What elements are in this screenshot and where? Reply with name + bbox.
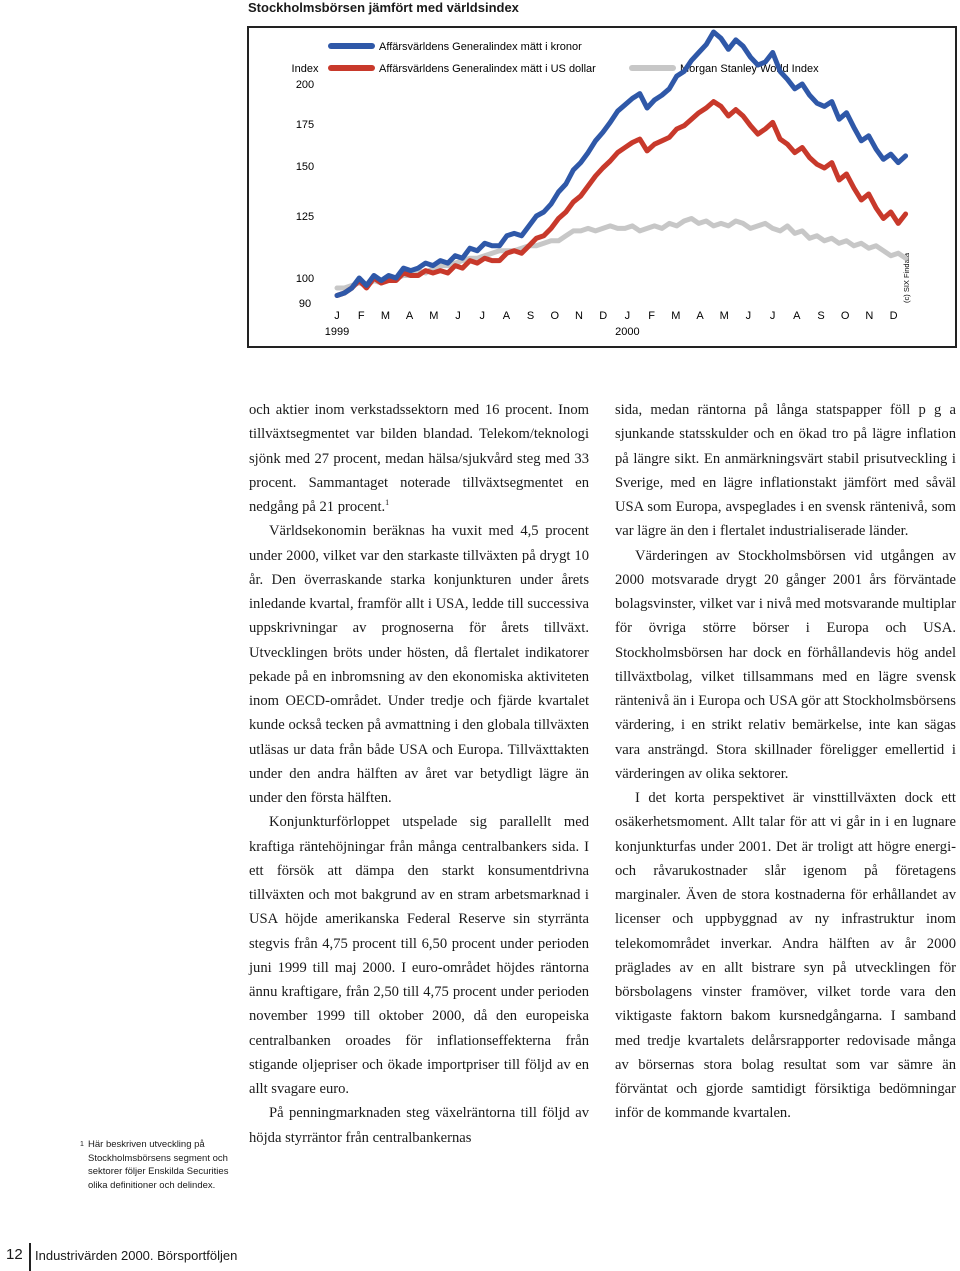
x-tick-label: D [599, 310, 608, 322]
paragraph: Världsekonomin beräknas ha vuxit med 4,5 procent under 2000, vilket var den starkaste tillväxten på drygt 10 år. Den överraskande starka konjunkturen under årets inledande kvartal, framför allt i USA, ledde till successiva uppskrivningar av prognoserna för årets tillväxt. Utvecklingen bröts under hösten, då flertalet indikatorer pekade på en inbromsning av den ekonomiska aktiviteten inom OECD-området. Under tredje och fjärde kvartalet kunde också tecken på avmattning i den globala tillväxten utläsas ur data från både USA och Europa. Tillväxttakten under den andra hälften av året var betydligt lägre än under den första hälften. [249, 523, 589, 806]
y-tick-label: 100 [295, 273, 315, 285]
index-line-chart [247, 26, 957, 348]
chart-title: Stockholmsbörsen jämfört med världsindex [248, 0, 519, 15]
y-tick-label: 90 [298, 298, 312, 310]
y-tick-label: 175 [295, 119, 315, 131]
source-label: (c) SIX Findata [902, 252, 911, 304]
paragraph: sida, medan räntorna på långa statspapper föll p g a sjunkande statsskulder och en ökad tro på lägre inflation på längre sikt. En anmärkningsvärt stabil prisutveckling i Sverige, med en lägre inflationstakt jämfört med såväl USA som Europa, avspeglades i en svensk räntenivå, som var lägre än den i flertalet industrialiserade länder. [615, 402, 956, 540]
paragraph: och aktier inom verkstadssektorn med 16 procent. Inom tillväxtsegmentet var bilden blandad. Telekom/teknologi sjönk med 27 procent, medan hälsa/sjukvård steg med 33 procent. Sammantaget noterade tillväxtsegmentet en nedgång på 21 procent.$^1$ [249, 402, 589, 515]
y-tick-label: 200 [295, 79, 315, 91]
x-tick-label: J [624, 310, 631, 322]
x-tick-label: S [526, 310, 535, 322]
x-year-label: 2000 [615, 326, 640, 338]
footnote-reference: 1 [385, 498, 390, 508]
x-tick-label: J [745, 310, 752, 322]
page-footer [0, 1243, 300, 1271]
x-tick-label: M [671, 310, 681, 322]
x-tick-label: M [429, 310, 439, 322]
y-tick-label: 125 [295, 211, 315, 223]
text-column-right [615, 398, 956, 1126]
paragraph: Värderingen av Stockholmsbörsen vid utgången av 2000 motsvarade drygt 20 gånger 2001 års förväntade bolagsvinster, vilket var i nivå med motsvarande multiplar för övriga större börser i Europa och USA. Stockholmsbörsen har dock en förhållandevis hög andel tillväxtbolag, vilket tillsammans med en lägre svensk räntenivå än i Europa och USA gör att Stockholmsbörsens värdering, i en strikt relativ bemärkelse, inte kan sägas vara ansträngd. Stora skillnader föreligger emellertid i värderingen av olika sektorer. [615, 547, 956, 782]
x-tick-label: D [889, 310, 898, 322]
footnote-mark: 1 [80, 1141, 84, 1148]
publication-title: Industrivärden 2000. Börsportföljen [35, 1248, 238, 1263]
legend-label: Affärsvärldens Generalindex mätt i US dollar [379, 63, 596, 75]
paragraph: I det korta perspektivet är vinsttillväxten dock ett osäkerhetsmoment. Allt talar för att vi går in i en lugnare konjunkturfas under 2001. Det är troligt att högre energi- och råvarukostnader slår igenom på företagens marginaler. Även de stora kostnaderna för erhållandet av licenser och uppbyggnad av ny infrastruktur inom telekomområdet inverkar. Andra hälften av år 2000 präglades av en allt bistrare syn på utvecklingen för börsbolagens vinster framöver, vilket torde vara den viktigaste faktorn bakom kursnedgångarna. I samband med tredje kvartalets delårsrapporter redovisade många av börsernas stora bolag resultat som var sämre än förväntat och gjorde samtidigt försiktiga bedömningar inför de kommande kvartalen. [615, 790, 956, 1122]
paragraph: På penningmarknaden steg växelräntorna till följd av höjda styrräntor från centralbankernas [249, 1105, 589, 1146]
footnote-text: Här beskriven utveckling på Stockholmsbörsens segment och sektorer följer Enskilda Securities olika definitioner och delindex. [88, 1139, 229, 1191]
x-tick-label: N [865, 310, 874, 322]
x-tick-label: O [550, 310, 560, 322]
x-tick-label: M [380, 310, 390, 322]
x-year-label: 1999 [324, 326, 350, 338]
footer-divider [29, 1243, 31, 1271]
x-tick-label: J [479, 310, 485, 322]
x-tick-label: A [793, 310, 801, 322]
x-tick-label: M [719, 310, 729, 322]
paragraph: Konjunkturförloppet utspelade sig parallellt med kraftiga räntehöjningar från många centralbankers sida. I ett försök att dämpa den starkt konsumentdrivna tillväxten och mot bakgrund av en stram arbetsmarknad i USA höjde amerikanska Federal Reserve sin styrränta stegvis från 4,75 procent till 6,50 procent under perioden juni 1999 till maj 2000. I euro-området höjdes räntorna ännu kraftigare, från 2,50 till 4,75 procent under perioden november 1999 till oktober 2000, då den europeiska centralbanken oroades för inflationseffekterna från stigande oljepriser och ökade importpriser till följd av en allt svagare euro. [249, 814, 589, 1097]
text-column-middle [249, 398, 589, 1150]
x-tick-label: F [357, 310, 365, 322]
y-axis-label: Index [291, 63, 319, 75]
y-tick-label: 150 [295, 161, 315, 173]
x-tick-label: A [405, 310, 414, 322]
x-tick-label: N [575, 310, 583, 322]
x-tick-label: J [334, 310, 340, 322]
x-tick-label: J [455, 310, 461, 322]
legend-label: Affärsvärldens Generalindex mätt i kronor [379, 41, 582, 53]
x-tick-label: S [817, 310, 825, 322]
legend-label: Morgan Stanley World Index [680, 63, 819, 75]
page-number: 12 [6, 1246, 23, 1263]
x-tick-label: A [502, 310, 511, 322]
series-line [337, 219, 906, 289]
x-tick-label: F [648, 310, 655, 322]
x-tick-label: J [769, 310, 776, 322]
x-tick-label: A [696, 310, 704, 322]
x-tick-label: O [840, 310, 850, 322]
